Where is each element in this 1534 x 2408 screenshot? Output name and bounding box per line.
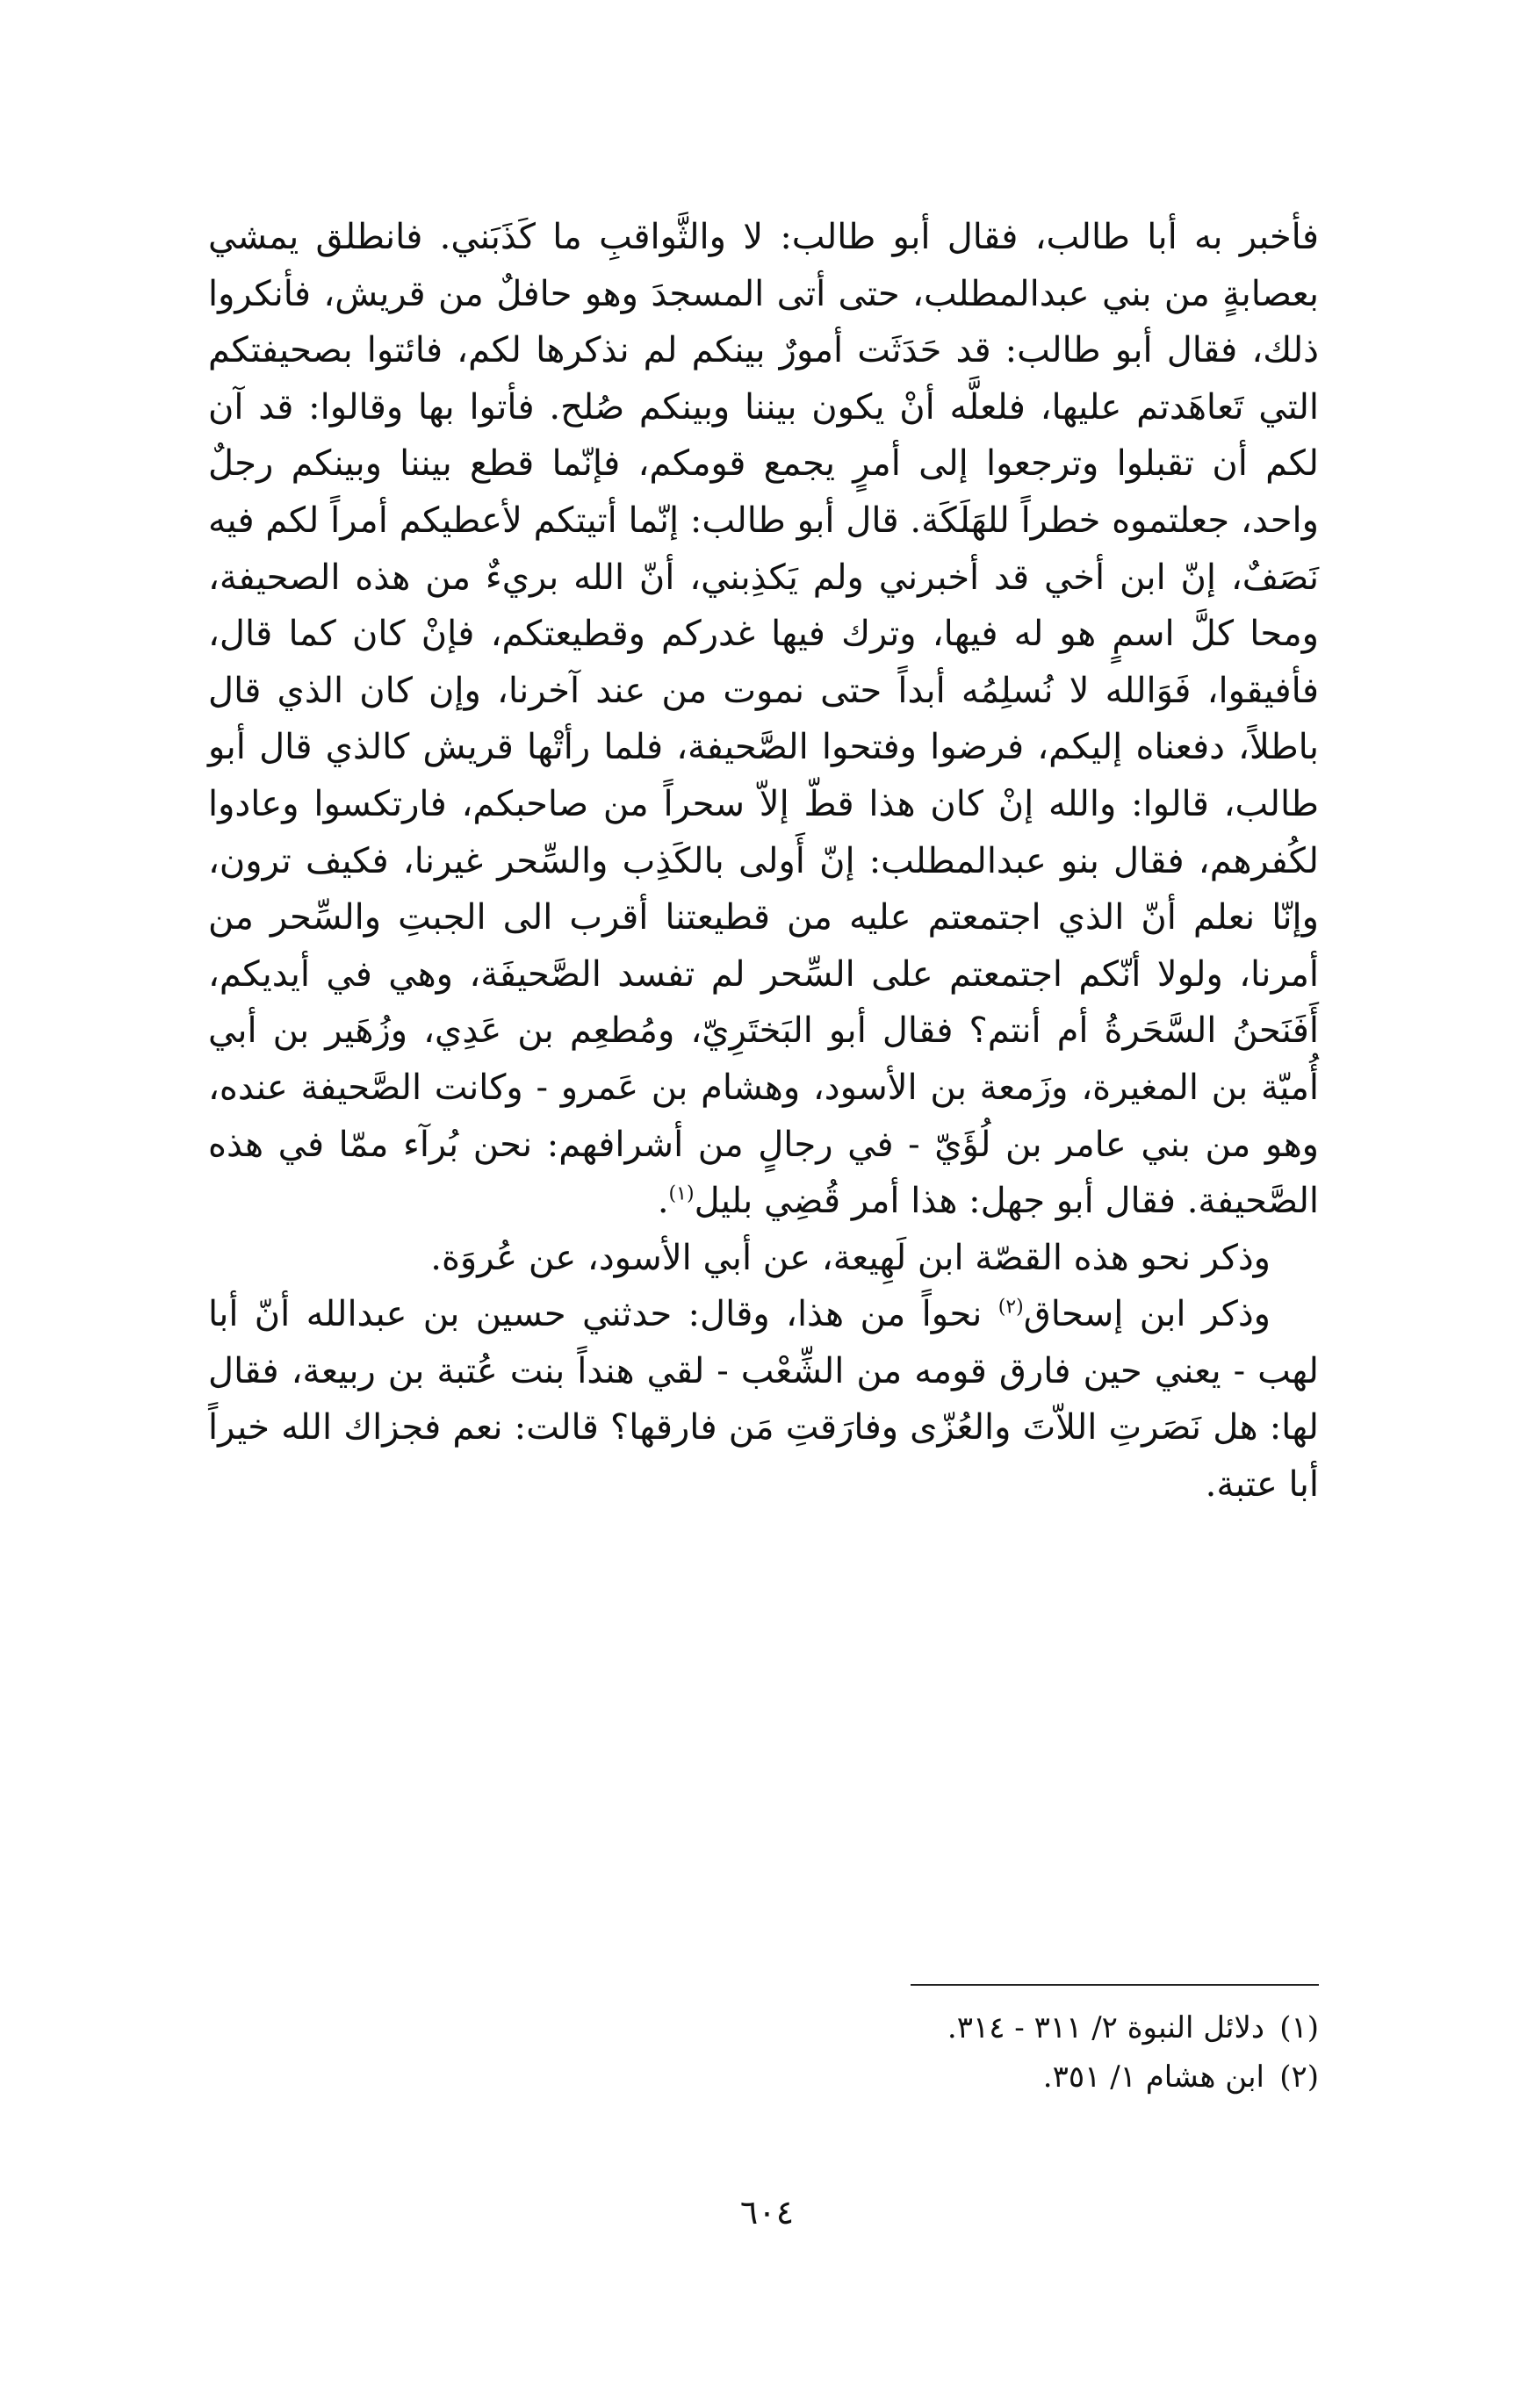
- footnote-2-number: (٢): [1279, 2059, 1319, 2095]
- footnote-divider: [911, 1984, 1319, 1986]
- footnote-1-text: دلائل النبوة ٢/ ٣١١ - ٣١٤.: [947, 2010, 1264, 2045]
- paragraph-1: [208, 209, 1319, 1230]
- footnote-1: [208, 2003, 1319, 2052]
- footnote-ref-2: (٢): [997, 1296, 1024, 1319]
- page-number: ٦٠٤: [739, 2193, 795, 2232]
- footnotes: [208, 2003, 1319, 2102]
- paragraph-1-end: .: [657, 1181, 669, 1222]
- paragraph-3-rest: نحواً من هذا، وقال: حدثني حسين بن عبدالله أنّ أبا لهب - يعني حين فارق قومه من الشِّعْب - لقي هنداً بنت عُتبة بن ربيعة، فقال لها: هل نَصَرتِ اللاّتَ والعُزّى وفارَقتِ مَن فارقها؟ قالت: نعم فجزاك الله خيراً أبا عتبة.: [208, 1294, 1319, 1506]
- footnote-ref-1: (١): [668, 1182, 695, 1205]
- paragraph-2: [208, 1230, 1319, 1287]
- footnote-2-text: ابن هشام ١/ ٣٥١.: [1042, 2059, 1264, 2095]
- paragraph-1-text: فأخبر به أبا طالب، فقال أبو طالب: لا والثَّواقبِ ما كَذَبَني. فانطلق يمشي بعصابةٍ من بني عبدالمطلب، حتى أتى المسجدَ وهو حافلٌ من قريش، فأنكروا ذلك، فقال أبو طالب: قد حَدَثَت أمورٌ بينكم لم نذكرها لكم، فائتوا بصحيفتكم التي تَعاهَدتم عليها، فلعلَّه أنْ يكون بيننا وبينكم صُلح. فأتوا بها وقالوا: قد آن لكم أن تقبلوا وترجعوا إلى أمرٍ يجمع قومكم، فإنّما قطع بيننا وبينكم رجلٌ واحد، جعلتموه خطراً للهَلَكَة. قال أبو طالب: إنّما أتيتكم لأعطيكم أمراً لكم فيه نَصَفٌ، إنّ ابن أخي قد أخبرني ولم يَكذِبني، أنّ الله بريءٌ من هذه الصحيفة، ومحا كلَّ اسمٍ هو له فيها، وترك فيها غدركم وقطيعتكم، فإنْ كان كما قال، فأفيقوا، فَوَالله لا نُسلِمُه أبداً حتى نموت من عند آخرنا، وإن كان الذي قال باطلاً، دفعناه إليكم، فرضوا وفتحوا الصَّحيفة، فلما رأتْها قريش كالذي قال أبو طالب، قالوا: والله إنْ كان هذا قطّ إلاّ سحراً من صاحبكم، فارتكسوا وعادوا لكُفرهم، فقال بنو عبدالمطلب: إنّ أَولى بالكَذِب والسِّحر غيرنا، فكيف ترون، وإنّا نعلم أنّ الذي اجتمعتم عليه من قطيعتنا أقرب الى الجبتِ والسِّحر من أمرنا، ولولا أنّكم اجتمعتم على السِّحر لم تفسد الصَّحيفَة، وهي في أيديكم، أَفَنَحنُ السَّحَرةُ أم أنتم؟ فقال أبو البَختَرِيّ، ومُطعِم بن عَدِي، وزُهَير بن أبي أُميّة بن المغيرة، وزَمعة بن الأسود، وهشام بن عَمرو - وكانت الصَّحيفة عنده، وهو من بني عامر بن لُؤَيّ - في رجالٍ من أشرافهم: نحن بُرآء ممّا في هذه الصَّحيفة. فقال أبو جهل: هذا أمر قُضِي بليل: [208, 217, 1319, 1222]
- footnote-2: [208, 2052, 1319, 2102]
- paragraph-3-text: وذكر ابن إسحاق: [1023, 1294, 1271, 1335]
- paragraph-2-text: وذكر نحو هذه القصّة ابن لَهِيعة، عن أبي الأسود، عن عُروَة.: [430, 1237, 1271, 1278]
- footnote-1-number: (١): [1279, 2010, 1319, 2045]
- main-text-block: [208, 209, 1319, 1513]
- paragraph-3: [208, 1286, 1319, 1513]
